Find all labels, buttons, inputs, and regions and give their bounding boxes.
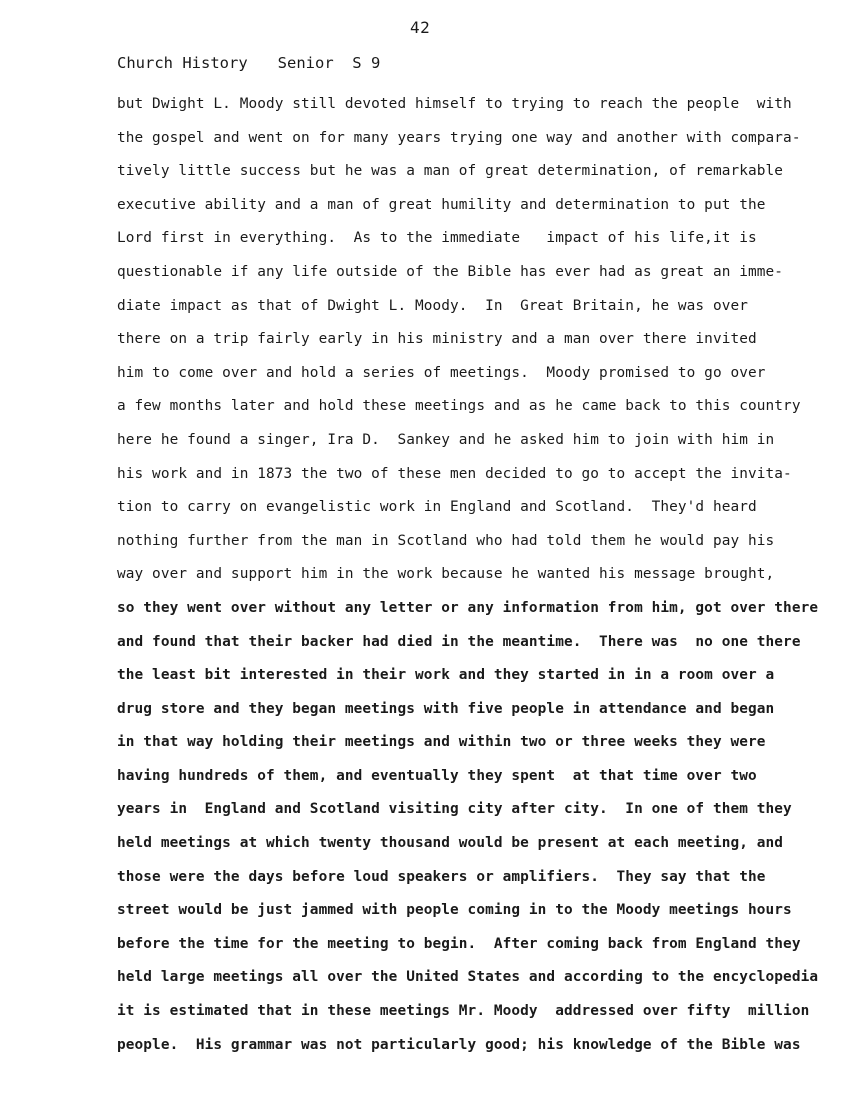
text-line: nothing further from the man in Scotland who had told them he would pay his — [117, 532, 775, 549]
text-line: having hundreds of them, and eventually they spent at that time over two — [117, 767, 757, 784]
page-number: 42 — [410, 18, 431, 37]
text-line: those were the days before loud speakers or amplifiers. They say that the — [117, 868, 766, 885]
text-line: way over and support him in the work because he wanted his message brought, — [117, 566, 775, 583]
text-line: the least bit interested in their work and they started in in a room over a — [117, 667, 775, 684]
text-line: drug store and they began meetings with five people in attendance and began — [117, 700, 775, 717]
text-line: it is estimated that in these meetings Mr. Moody addressed over fifty million — [117, 1003, 810, 1020]
document-header — [117, 53, 380, 73]
text-line: held meetings at which twenty thousand would be present at each meeting, and — [117, 835, 784, 852]
text-line: years in England and Scotland visiting city after city. In one of them they — [117, 801, 792, 818]
text-line: before the time for the meeting to begin. After coming back from England they — [117, 935, 801, 952]
text-line: and found that their backer had died in the meantime. There was no one there — [117, 633, 801, 650]
text-line: held large meetings all over the United States and according to the encyclopedia — [117, 969, 819, 986]
text-line: street would be just jammed with people coming in to the Moody meetings hours — [117, 902, 792, 919]
text-line: in that way holding their meetings and within two or three weeks they were — [117, 734, 766, 751]
course-subject: Church History — [117, 54, 248, 72]
text-line: a few months later and hold these meetings and as he came back to this country — [117, 398, 801, 415]
text-line: tively little success but he was a man of great determination, of remarkable — [117, 163, 784, 180]
body-text — [117, 88, 817, 1062]
text-line: Lord first in everything. As to the immediate impact of his life,it is — [117, 230, 757, 247]
text-line: here he found a singer, Ira D. Sankey and he asked him to join with him in — [117, 431, 775, 448]
text-line: so they went over without any letter or any information from him, got over there — [117, 599, 819, 616]
text-line: executive ability and a man of great humility and determination to put the — [117, 196, 766, 213]
text-line: him to come over and hold a series of meetings. Moody promised to go over — [117, 364, 766, 381]
text-line: but Dwight L. Moody still devoted himself to trying to reach the people with — [117, 96, 792, 112]
text-line: questionable if any life outside of the Bible has ever had as great an imme- — [117, 263, 784, 280]
text-line: people. His grammar was not particularly good; his knowledge of the Bible was — [117, 1036, 801, 1053]
text-line: his work and in 1873 the two of these men decided to go to accept the invita- — [117, 465, 792, 482]
text-line: there on a trip fairly early in his ministry and a man over there invited — [117, 331, 757, 348]
course-level: Senior S 9 — [277, 54, 381, 72]
text-line: diate impact as that of Dwight L. Moody. In Great Britain, he was over — [117, 297, 748, 314]
text-line: the gospel and went on for many years trying one way and another with compara- — [117, 129, 801, 146]
text-line: tion to carry on evangelistic work in England and Scotland. They'd heard — [117, 499, 757, 516]
